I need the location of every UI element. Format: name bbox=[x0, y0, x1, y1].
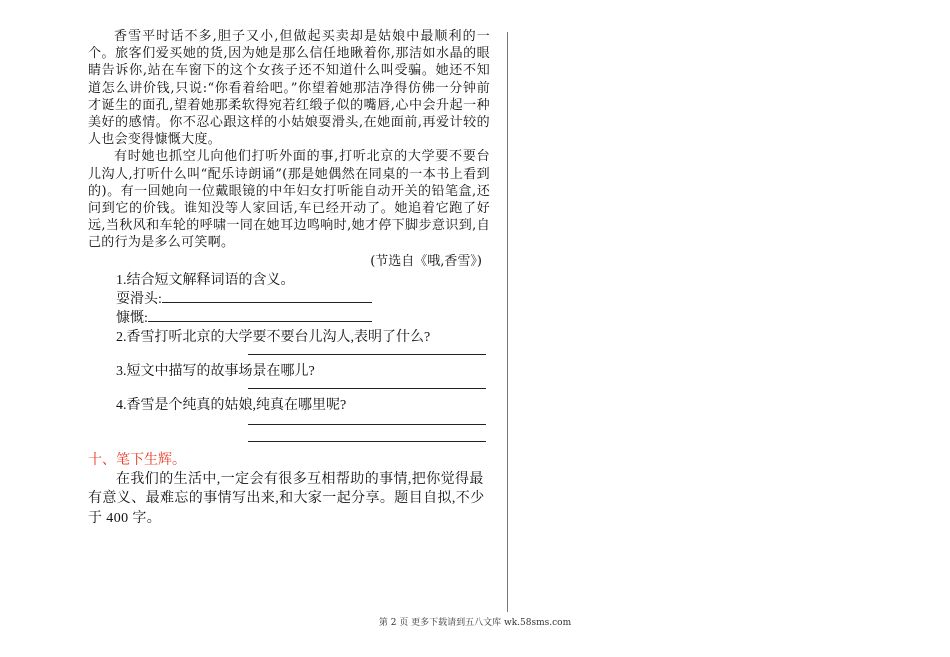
page-footer: 第 2 页 更多下载请到五八文库 wk.58sms.com bbox=[378, 618, 572, 628]
vocab-answer-line-1[interactable] bbox=[162, 290, 372, 303]
column-divider bbox=[507, 32, 508, 612]
question-2: 2.香雪打听北京的大学要不要台儿沟人,表明了什么? bbox=[116, 329, 431, 345]
left-column bbox=[88, 28, 490, 528]
vocab-term-2: 慷慨: bbox=[116, 310, 148, 326]
answer-line-2[interactable] bbox=[248, 353, 486, 355]
question-3: 3.短文中描写的故事场景在哪儿? bbox=[116, 363, 315, 379]
passage-paragraph-2: 有时她也抓空儿向他们打听外面的事,打听北京的大学要不要台儿沟人,打听什么叫“配乐诗朗诵”(那是她偶然在同桌的一本书上看到的)。有一回她向一位戴眼镜的中年妇女打听能自动开关的铅笔盒,还问到它的价钱。谁知没等人家回话,车已经开动了。她追着它跑了好远,当秋风和车轮的呼啸一同在她耳边鸣响时,她才停下脚步意识到,自己的行为是多么可笑啊。 bbox=[88, 149, 490, 251]
vocab-answer-line-2[interactable] bbox=[148, 309, 372, 322]
question-4: 4.香雪是个纯真的姑娘,纯真在哪里呢? bbox=[116, 397, 347, 413]
section-10-prompt: 在我们的生活中,一定会有很多互相帮助的事情,把你觉得最有意义、最难忘的事情写出来,和大家一起分享。题目自拟,不少于 400 字。 bbox=[88, 471, 485, 526]
vocab-item-2 bbox=[88, 309, 490, 328]
answer-line-4b[interactable] bbox=[248, 440, 486, 442]
vocab-item-1 bbox=[88, 290, 490, 309]
answer-line-3[interactable] bbox=[248, 387, 486, 389]
section-10-title: 十、笔下生辉。 bbox=[88, 451, 186, 468]
vocab-term-1: 耍滑头: bbox=[116, 291, 162, 307]
question-1: 1.结合短文解释词语的含义。 bbox=[116, 272, 295, 288]
answer-line-4a[interactable] bbox=[248, 423, 486, 425]
passage-paragraph-1: 香雪平时话不多,胆子又小,但做起买卖却是姑娘中最顺利的一个。旅客们爱买她的货,因为她是那么信任地瞅着你,那洁如水晶的眼睛告诉你,站在车窗下的这个女孩子还不知道什么叫受骗。她还不知道怎么讲价钱,只说:“你看着给吧。”你望着她那洁净得仿佛一分钟前才诞生的面孔,望着她那柔软得宛若红缎子似的嘴唇,心中会升起一种美好的感情。你不忍心跟这样的小姑娘耍滑头,在她面前,再爱计较的人也会变得慷慨大度。 bbox=[88, 29, 490, 148]
passage-source: (节选自《哦,香雪》) bbox=[370, 253, 482, 269]
